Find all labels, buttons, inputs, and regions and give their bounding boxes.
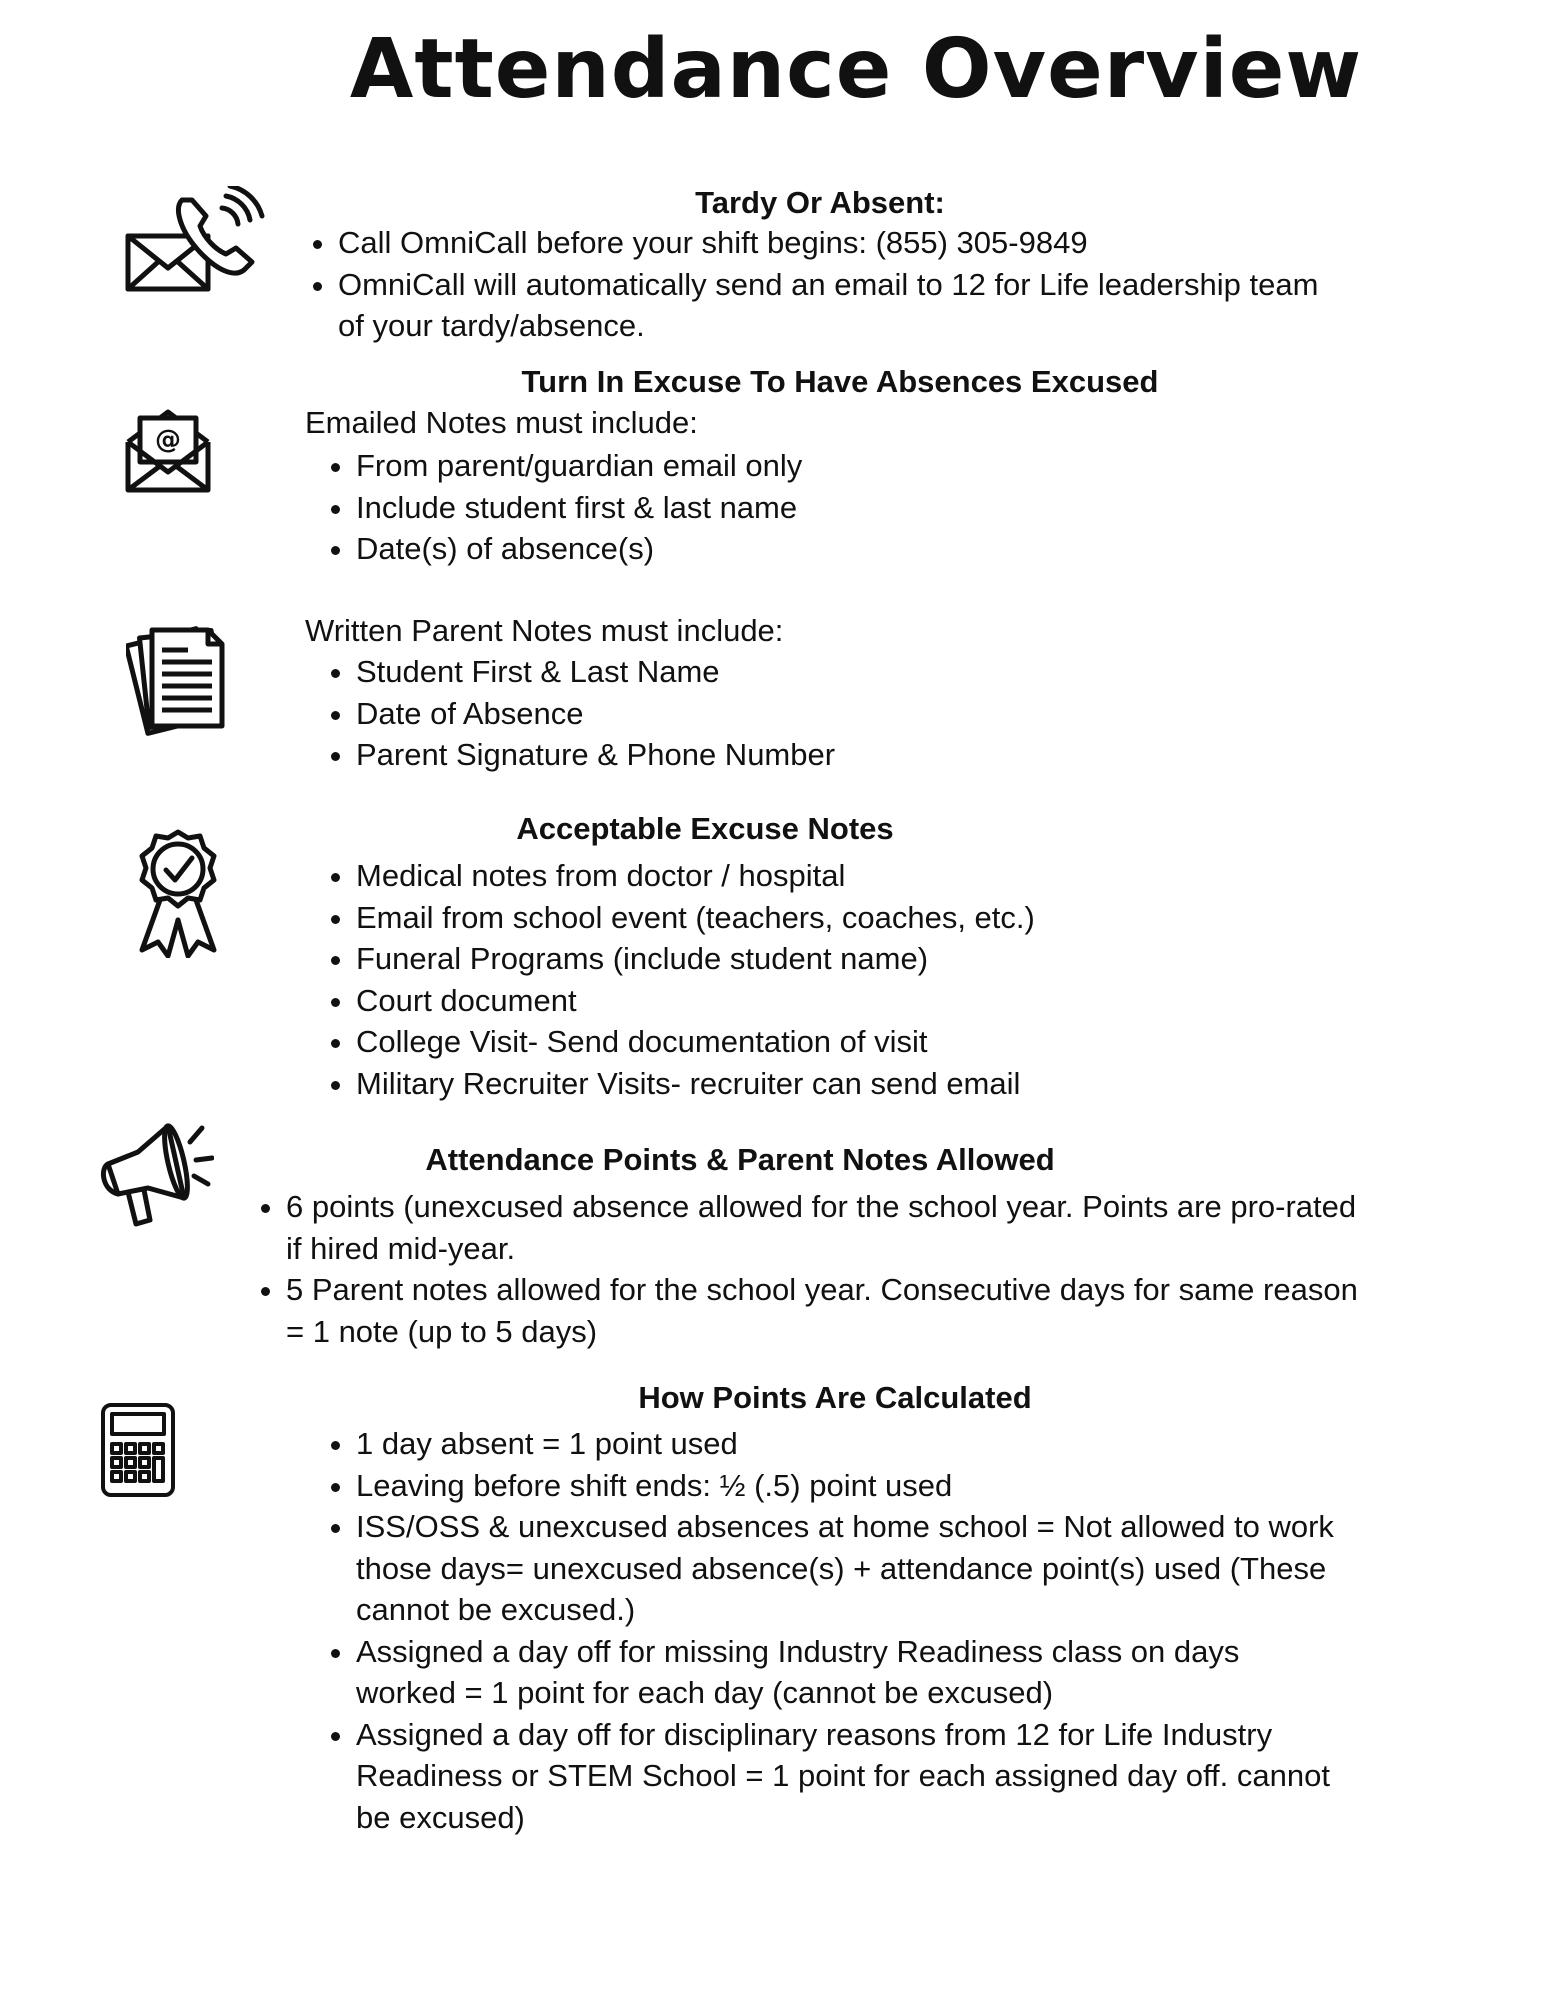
list-item: • Parent Signature & Phone Number xyxy=(356,734,1056,776)
acceptable-heading: Acceptable Excuse Notes xyxy=(516,811,894,846)
list-item: • Call OmniCall before your shift begins: (855) 305-9849 xyxy=(338,222,1368,264)
list-item: • Student First & Last Name xyxy=(356,651,1056,693)
calculated-list xyxy=(322,1423,1436,1838)
list-item: • Assigned a day off for missing Industry Readiness class on days worked = 1 point for each day (cannot be excused) xyxy=(356,1631,1436,1714)
points-list xyxy=(252,1186,1406,1352)
written-notes-intro: Written Parent Notes must include: xyxy=(305,613,784,648)
list-item: • Date of Absence xyxy=(356,693,1056,735)
page-title: Attendance Overview xyxy=(349,22,1363,117)
list-item: • OmniCall will automatically send an email to 12 for Life leadership team of your tardy/absence. xyxy=(338,264,1368,347)
documents-icon xyxy=(126,624,238,738)
list-item: • 1 day absent = 1 point used xyxy=(356,1423,1436,1465)
list-item: • ISS/OSS & unexcused absences at home school = Not allowed to work those days= unexcused absence(s) + attendance point(s) used (These cannot be excused.) xyxy=(356,1506,1436,1631)
list-item: • From parent/guardian email only xyxy=(356,445,1056,487)
megaphone-icon xyxy=(98,1120,214,1232)
calculated-heading: How Points Are Calculated xyxy=(638,1380,1032,1415)
svg-text:@: @ xyxy=(155,425,181,455)
list-item: • Leaving before shift ends: ½ (.5) point used xyxy=(356,1465,1436,1507)
acceptable-list xyxy=(322,855,1256,1104)
list-item: • Assigned a day off for disciplinary reasons from 12 for Life Industry Readiness or STEM School = 1 point for each assigned day off. cannot be excused) xyxy=(356,1714,1436,1839)
award-ribbon-icon xyxy=(134,828,222,958)
list-item: • Funeral Programs (include student name) xyxy=(356,938,1256,980)
points-heading: Attendance Points & Parent Notes Allowed xyxy=(425,1142,1055,1177)
envelope-phone-icon xyxy=(124,186,266,294)
list-item: • Medical notes from doctor / hospital xyxy=(356,855,1256,897)
list-item: • Court document xyxy=(356,980,1256,1022)
list-item: • 6 points (unexcused absence allowed for the school year. Points are pro-rated if hired mid-year. xyxy=(286,1186,1406,1269)
tardy-list xyxy=(304,222,1368,347)
list-item: • 5 Parent notes allowed for the school year. Consecutive days for same reason = 1 note (up to 5 days) xyxy=(286,1269,1406,1352)
list-item: • Date(s) of absence(s) xyxy=(356,528,1056,570)
list-item: • Email from school event (teachers, coaches, etc.) xyxy=(356,897,1256,939)
tardy-heading: Tardy Or Absent: xyxy=(695,185,945,220)
list-item: • Military Recruiter Visits- recruiter can send email xyxy=(356,1063,1256,1105)
email-envelope-icon xyxy=(124,408,212,494)
list-item: • College Visit- Send documentation of visit xyxy=(356,1021,1256,1063)
emailed-notes-list xyxy=(322,445,1056,570)
list-item: • Include student first & last name xyxy=(356,487,1056,529)
calculator-icon xyxy=(100,1402,176,1498)
emailed-notes-intro: Emailed Notes must include: xyxy=(305,405,698,440)
written-notes-list xyxy=(322,651,1056,776)
excuse-heading: Turn In Excuse To Have Absences Excused xyxy=(521,364,1159,399)
